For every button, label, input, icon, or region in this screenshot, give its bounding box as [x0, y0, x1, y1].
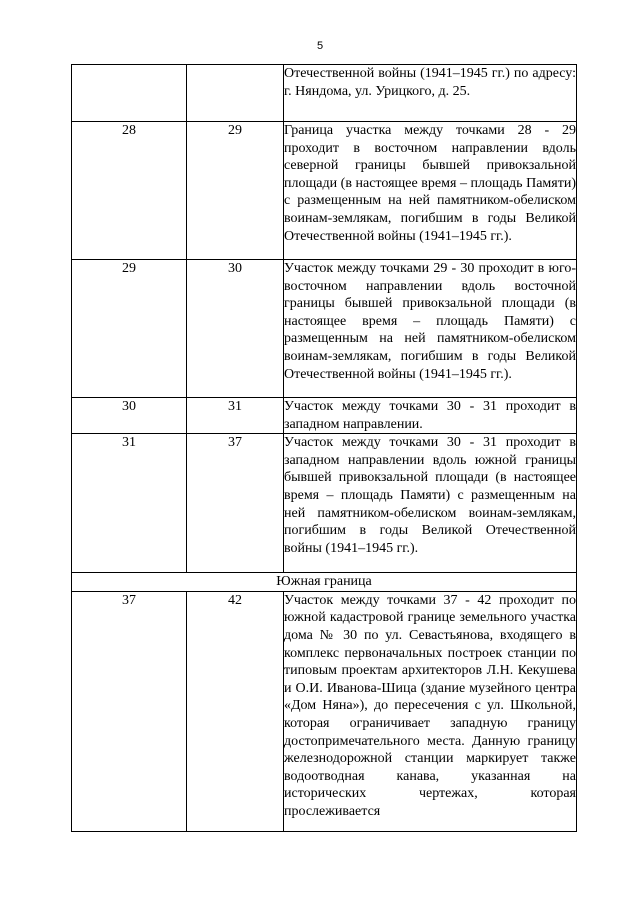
point-to: 31 [187, 398, 284, 434]
point-to [187, 65, 284, 122]
point-to: 37 [187, 434, 284, 573]
table-row [72, 591, 577, 831]
point-to: 30 [187, 260, 284, 398]
section-heading: Южная граница [72, 573, 577, 592]
point-from: 30 [72, 398, 187, 434]
point-from: 28 [72, 122, 187, 260]
boundary-description: Участок между точками 37 - 42 проходит по южной кадастровой границе земельного участка дома № 30 по ул. Севастьянова, входящего в комплекс первоначальных построек станции по типовым проектам архитекторов Л.Н. Кекушева и О.И. Иванова-Шица (здание музейного центра «Дом Няна»), до пересечения с ул. Школьной, которая ограничивает западную границу достопримечательного места. Данную границу железнодорожной станции маркирует также водоотводная канава, указанная на исторических чертежах, которая прослеживается [284, 591, 577, 831]
section-row [72, 573, 577, 592]
table-row [72, 434, 577, 573]
table-row [72, 122, 577, 260]
table-row [72, 65, 577, 122]
boundary-description: Участок между точками 30 - 31 проходит в западном направлении вдоль южной границы бывшей привокзальной площади (в настоящее время – площадь Памяти) с размещенным на ней памятником-обелиском воинам-землякам, погибшим в годы Великой Отечественной войны (1941–1945 гг.). [284, 434, 577, 573]
boundary-description: Граница участка между точками 28 - 29 проходит в восточном направлении вдоль северной границы бывшей привокзальной площади (в настоящее время – площадь Памяти) с размещенным на ней памятником-обелиском воинам-землякам, погибшим в годы Великой Отечественной войны (1941–1945 гг.). [284, 122, 577, 260]
page-number: 5 [316, 40, 324, 52]
boundary-description: Участок между точками 30 - 31 проходит в западном направлении. [284, 398, 577, 434]
table-row [72, 260, 577, 398]
boundary-description: Участок между точками 29 - 30 проходит в юго-восточном направлении вдоль восточной границы бывшей привокзальной площади (в настоящее время – площадь Памяти) с размещенным на ней памятником-обелиском воинам-землякам, погибшим в годы Великой Отечественной войны (1941–1945 гг.). [284, 260, 577, 398]
point-from: 29 [72, 260, 187, 398]
point-to: 29 [187, 122, 284, 260]
point-from [72, 65, 187, 122]
point-from: 31 [72, 434, 187, 573]
table-row [72, 398, 577, 434]
point-to: 42 [187, 591, 284, 831]
point-from: 37 [72, 591, 187, 831]
boundary-table [71, 64, 577, 832]
boundary-description: Отечественной войны (1941–1945 гг.) по адресу: г. Няндома, ул. Урицкого, д. 25. [284, 65, 577, 122]
